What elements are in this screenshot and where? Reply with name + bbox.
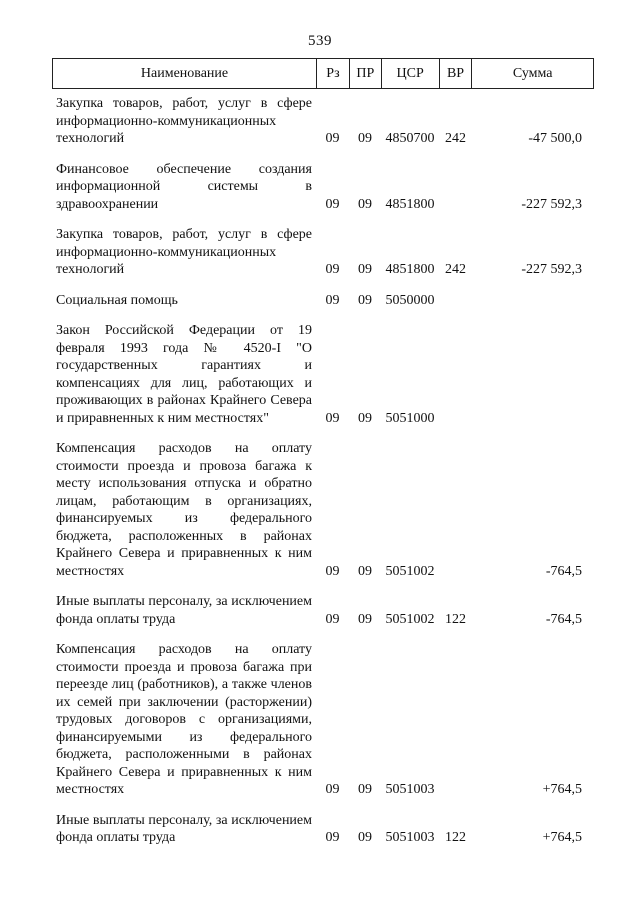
table-row (52, 593, 594, 628)
table-header (52, 58, 594, 89)
row-csr: 5051002 (385, 611, 435, 627)
row-rz: 09 (325, 196, 340, 212)
row-rz: 09 (325, 262, 340, 277)
row-rz: 09 (325, 611, 340, 627)
row-rz: 09 (325, 410, 340, 426)
table-row (52, 440, 594, 580)
row-pr: 09 (358, 131, 372, 146)
page-number: 539 (308, 33, 332, 49)
row-rz: 09 (325, 131, 340, 146)
header-rz: Рз (316, 59, 349, 88)
row-csr: 5051003 (385, 830, 435, 845)
row-pr: 09 (358, 563, 372, 579)
row-sum: -47 500,0 (528, 131, 582, 146)
row-name: Закон Российской Федерации от 19 февраля 1993 года № 4520-I "О государственных гарантиях и компенсациях для лиц, работающих и проживающих в районах Крайнего Севера и приравненных к ним местностях" (56, 323, 312, 426)
row-csr: 5050000 (385, 292, 435, 308)
table-row (52, 95, 594, 148)
row-sum: -764,5 (545, 611, 582, 627)
row-sum: -227 592,3 (521, 196, 582, 212)
row-vr: 122 (445, 611, 466, 627)
row-pr: 09 (358, 611, 372, 627)
table-row (52, 292, 594, 310)
row-name: Закупка товаров, работ, услуг в сфере информационно-коммуникационных технологий (56, 227, 312, 277)
row-name: Компенсация расходов на оплату стоимости проезда и провоза багажа при переезде лиц (работников), а также членов их семей при заключении (расторжении) трудовых договоров с организациями, финансируемыми из федерального бюджета, расположенными в районах Крайнего Севера и приравненных к ним местностях (56, 642, 312, 797)
table-row (52, 641, 594, 799)
row-name: Компенсация расходов на оплату стоимости проезда и провоза багажа к месту использования отпуска и обратно лицам, работающим в организациях, финансируемых из федерального бюджета, расположенных в районах Крайнего Севера и приравненных к ним местностях (56, 441, 312, 579)
row-sum: -764,5 (545, 563, 582, 579)
row-vr: 242 (445, 131, 466, 146)
row-name: Иные выплаты персоналу, за исключением фонда оплаты труда (56, 594, 312, 627)
row-pr: 09 (358, 830, 372, 845)
header-sum: Сумма (471, 59, 593, 88)
row-sum: +764,5 (542, 782, 582, 797)
header-vr: ВР (439, 59, 472, 88)
header-csr: ЦСР (381, 59, 439, 88)
row-csr: 4851800 (385, 262, 435, 277)
row-sum: -227 592,3 (521, 262, 582, 277)
row-pr: 09 (358, 410, 372, 426)
row-csr: 4850700 (385, 131, 435, 146)
row-csr: 4851800 (385, 196, 435, 212)
row-vr: 242 (445, 262, 466, 277)
header-pr: ПР (349, 59, 381, 88)
row-name: Иные выплаты персоналу, за исключением фонда оплаты труда (56, 812, 312, 845)
table-row (52, 322, 594, 427)
row-rz: 09 (325, 563, 340, 579)
row-sum: +764,5 (542, 830, 582, 845)
row-pr: 09 (358, 262, 372, 277)
row-name: Социальная помощь (56, 292, 178, 308)
row-csr: 5051000 (385, 410, 435, 426)
row-csr: 5051002 (385, 563, 435, 579)
row-csr: 5051003 (385, 782, 435, 797)
header-name: Наименование (140, 65, 229, 81)
row-pr: 09 (358, 196, 372, 212)
row-name: Закупка товаров, работ, услуг в сфере информационно-коммуникационных технологий (56, 96, 312, 146)
row-rz: 09 (325, 830, 340, 845)
table-row (52, 226, 594, 279)
row-pr: 09 (358, 292, 372, 308)
row-name: Финансовое обеспечение создания информационной системы в здравоохранении (56, 161, 312, 212)
row-rz: 09 (325, 782, 340, 797)
table-body (52, 95, 594, 847)
row-pr: 09 (358, 782, 372, 797)
row-vr: 122 (445, 830, 466, 845)
table-row (52, 812, 594, 847)
row-rz: 09 (325, 292, 340, 308)
table-row (52, 161, 594, 214)
budget-table (52, 58, 594, 860)
